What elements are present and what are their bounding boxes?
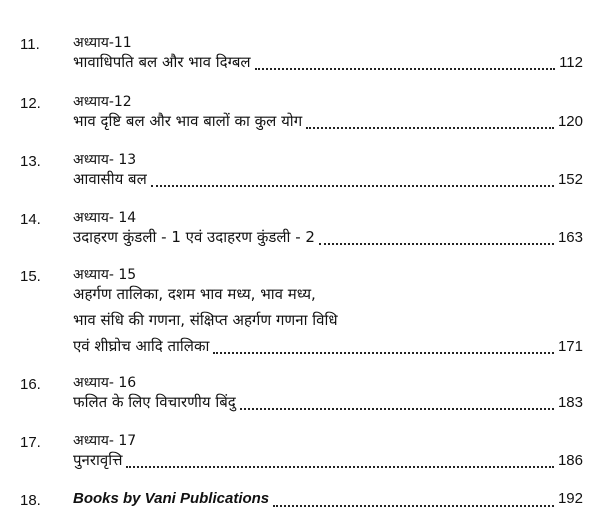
entry-title-line: [73, 390, 583, 414]
entry-title: भावाधिपति बल और भाव दिग्बल: [73, 53, 251, 71]
entry-number: 17.: [20, 434, 41, 451]
chapter-label: अध्याय- 15: [73, 267, 137, 283]
entry-number: 13.: [20, 153, 41, 170]
entry-title: उदाहरण कुंडली - 1 एवं उदाहरण कुंडली - 2: [73, 228, 315, 246]
entry-title-line: [73, 109, 583, 133]
entry-title: अहर्गण तालिका, दशम भाव मध्य, भाव मध्य,: [73, 285, 316, 303]
dot-leader: [126, 466, 554, 468]
entry-number: 14.: [20, 211, 41, 228]
page-number: 163: [557, 229, 583, 246]
entry-title: आवासीय बल: [73, 170, 147, 188]
page-number: 152: [557, 171, 583, 188]
page-number: 192: [557, 490, 583, 507]
entry-title-line: [73, 167, 583, 191]
entry-title-line: [73, 225, 583, 249]
entry-number: 11.: [20, 36, 40, 53]
entry-title-line: [73, 334, 583, 358]
entry-title: फलित के लिए विचारणीय बिंदु: [73, 393, 236, 411]
chapter-label: अध्याय- 16: [73, 375, 137, 391]
entry-title: पुनरावृत्ति: [73, 451, 123, 469]
page-number: 171: [557, 338, 583, 355]
entry-title: एवं शीघ्रोच आदि तालिका: [73, 337, 210, 355]
dot-leader: [151, 185, 554, 187]
dot-leader: [255, 68, 555, 70]
entry-title-line: [73, 448, 583, 472]
chapter-label: अध्याय- 13: [73, 152, 137, 168]
chapter-label: अध्याय- 17: [73, 433, 137, 449]
dot-leader: [240, 408, 554, 410]
page-number: 120: [557, 113, 583, 130]
dot-leader: [319, 243, 554, 245]
chapter-label: अध्याय-12: [73, 94, 132, 110]
chapter-label: अध्याय- 14: [73, 210, 137, 226]
dot-leader: [213, 352, 554, 354]
chapter-label: अध्याय-11: [73, 35, 132, 51]
page-number: 183: [557, 394, 583, 411]
entry-title-line: [73, 487, 583, 511]
entry-title: Books by Vani Publications: [73, 490, 270, 507]
entry-number: 12.: [20, 95, 41, 112]
page-number: 112: [559, 54, 583, 71]
entry-title: भाव संधि की गणना, संक्षिप्त अहर्गण गणना विधि: [73, 311, 338, 329]
entry-number: 16.: [20, 376, 41, 393]
dot-leader: [273, 505, 554, 507]
page-number: 186: [557, 452, 583, 469]
entry-number: 18.: [20, 492, 41, 509]
entry-title: भाव दृष्टि बल और भाव बालों का कुल योग: [73, 112, 303, 130]
entry-number: 15.: [20, 268, 41, 285]
entry-title-line: [73, 50, 583, 74]
dot-leader: [306, 127, 554, 129]
